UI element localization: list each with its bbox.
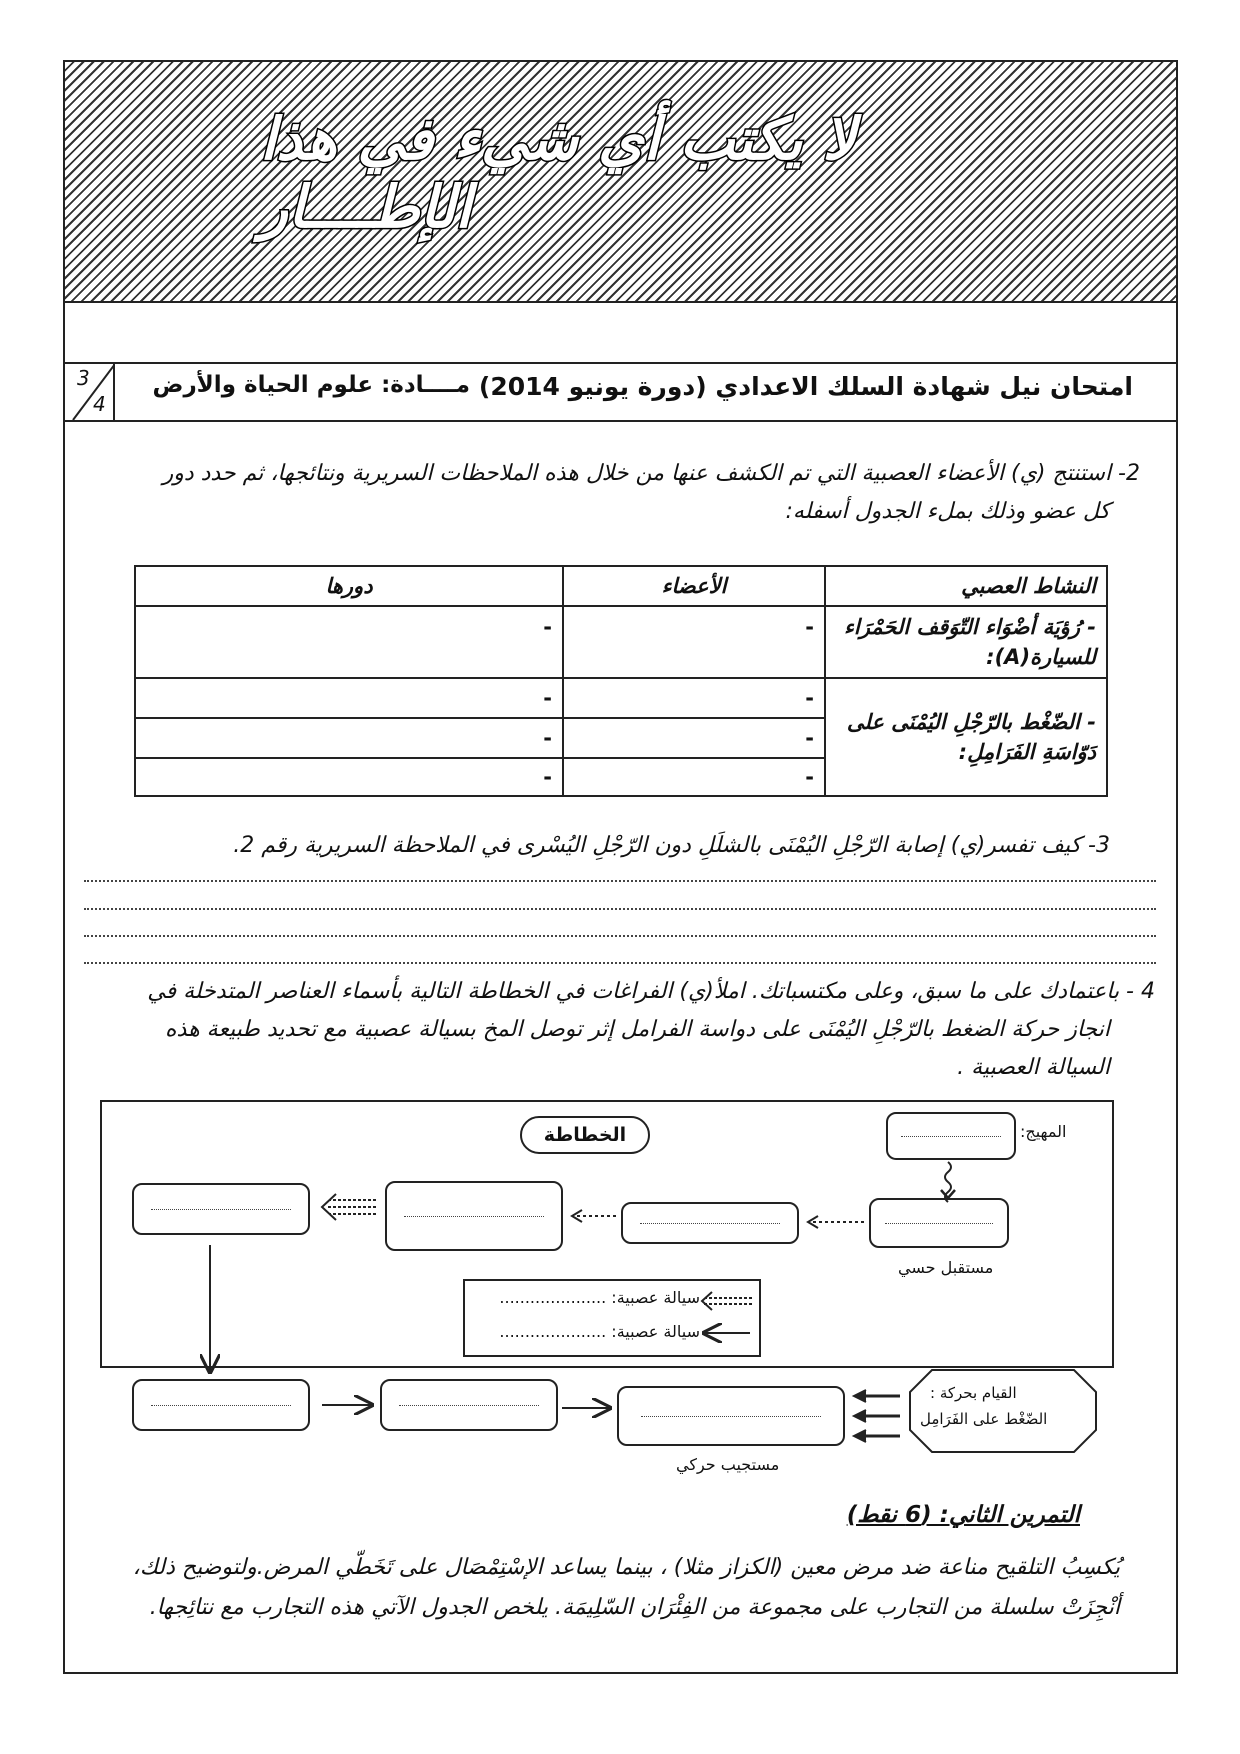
- question-2-line1: 2- استنتج (ي) الأعضاء العصبية التي تم الكشف عنها من خلال هذه الملاحظات السريرية ونتائجها، ثم حدد دور: [162, 461, 1140, 486]
- stimulus-label: المهيج:: [1020, 1122, 1067, 1141]
- action-label-line1: القيام بحركة :: [930, 1384, 1017, 1402]
- sensory-nerve-box[interactable]: [621, 1202, 799, 1244]
- motor-neuron-box[interactable]: [132, 1379, 310, 1431]
- question-4-line2: انجاز حركة الضغط بالرّجْلِ اليُمْنَى على دواسة الفرامل إثر توصل المخ بسيالة عصبية مع تحديد طبيعة هذه: [165, 1017, 1110, 1042]
- spinal-box[interactable]: [132, 1183, 310, 1235]
- table-cell-organ[interactable]: -: [563, 718, 825, 758]
- header-bottom-line: [65, 420, 1176, 422]
- diagram-title: الخطاطة: [520, 1116, 650, 1154]
- exercise-2-line1: يُكسِبُ التلقيح مناعة ضد مرض معين (الكزاز مثلا) ، بينما يساعد الإسْتِمْصَال على تَخَطّي المرض.ولتوضيح ذلك،: [132, 1555, 1120, 1580]
- receptor-label: مستقبل حسي: [898, 1258, 994, 1277]
- answer-line[interactable]: [84, 935, 1156, 937]
- table-cell-role[interactable]: -: [135, 606, 563, 678]
- do-not-write-banner: لا يكتب أي شيء في هذا الإطــــار: [260, 104, 856, 241]
- effector-box[interactable]: [617, 1386, 845, 1446]
- table-cell-organ[interactable]: -: [563, 758, 825, 796]
- table-cell-role[interactable]: -: [135, 758, 563, 796]
- action-label-line2: الضّغْط على الفَرَامِل: [920, 1410, 1048, 1428]
- table-cell-organ[interactable]: -: [563, 678, 825, 718]
- answer-line[interactable]: [84, 880, 1156, 882]
- page-total: 4: [93, 392, 106, 416]
- table-cell-role[interactable]: -: [135, 678, 563, 718]
- effector-label: مستجيب حركي: [676, 1455, 780, 1474]
- page-number: 3: [77, 366, 90, 390]
- receptor-box[interactable]: [869, 1198, 1009, 1248]
- header-top-line: [65, 362, 1176, 364]
- stimulus-box[interactable]: [886, 1112, 1016, 1160]
- table-header-activity: النشاط العصبي: [825, 566, 1107, 606]
- question-4-line1: 4 - باعتمادك على ما سبق، وعلى مكتسباتك. املأ(ي) الفراغات في الخطاطة التالية بأسماء العناصر المتدخلة في: [147, 979, 1155, 1004]
- page-number-box: [65, 364, 115, 420]
- question-3: 3- كيف تفسر(ي) إصابة الرّجْلِ اليُمْنَى بالشلَلِ دون الرّجْلِ اليُسْرى في الملاحظة السريرية رقم 2.: [233, 833, 1110, 858]
- subject-label: مــــادة: علوم الحياة والأرض: [152, 372, 470, 398]
- table-cell-role[interactable]: -: [135, 718, 563, 758]
- table-header-role: دورها: [135, 566, 563, 606]
- table-row-activity: - الضّغْط بالرّجْلِ اليُمْنَى على دَوّاسَةِ الفَرَامِلِ:: [825, 678, 1107, 796]
- table-cell-organ[interactable]: -: [563, 606, 825, 678]
- exam-title: امتحان نيل شهادة السلك الاعدادي (دورة يونيو 2014): [478, 372, 1133, 401]
- motor-nerve-box[interactable]: [380, 1379, 558, 1431]
- table-header-organs: الأعضاء: [563, 566, 825, 606]
- nerve-activity-table: [134, 565, 1108, 797]
- answer-line[interactable]: [84, 962, 1156, 964]
- answer-line[interactable]: [84, 908, 1156, 910]
- exercise-2-title: التمرين الثاني: (6 نقط): [846, 1502, 1080, 1528]
- legend-label-1[interactable]: سيالة عصبية: .....................: [499, 1288, 700, 1307]
- exercise-2-line2: أنْجِزَتْ سلسلة من التجارب على مجموعة من الفِئْرَان السّلِيمَة. يلخص الجدول الآتي هذه التجارب مع نتائِجها.: [149, 1595, 1120, 1620]
- brain-center-box[interactable]: [385, 1181, 563, 1251]
- question-2-line2: كل عضو وذلك بملء الجدول أسفله:: [785, 499, 1110, 524]
- question-4-line3: السيالة العصبية .: [957, 1055, 1110, 1080]
- legend-label-2[interactable]: سيالة عصبية: .....................: [499, 1322, 700, 1341]
- table-row-activity: - رُؤيَة أضْوَاء التّوَقف الحَمْرَاء للسيارة(A):: [825, 606, 1107, 678]
